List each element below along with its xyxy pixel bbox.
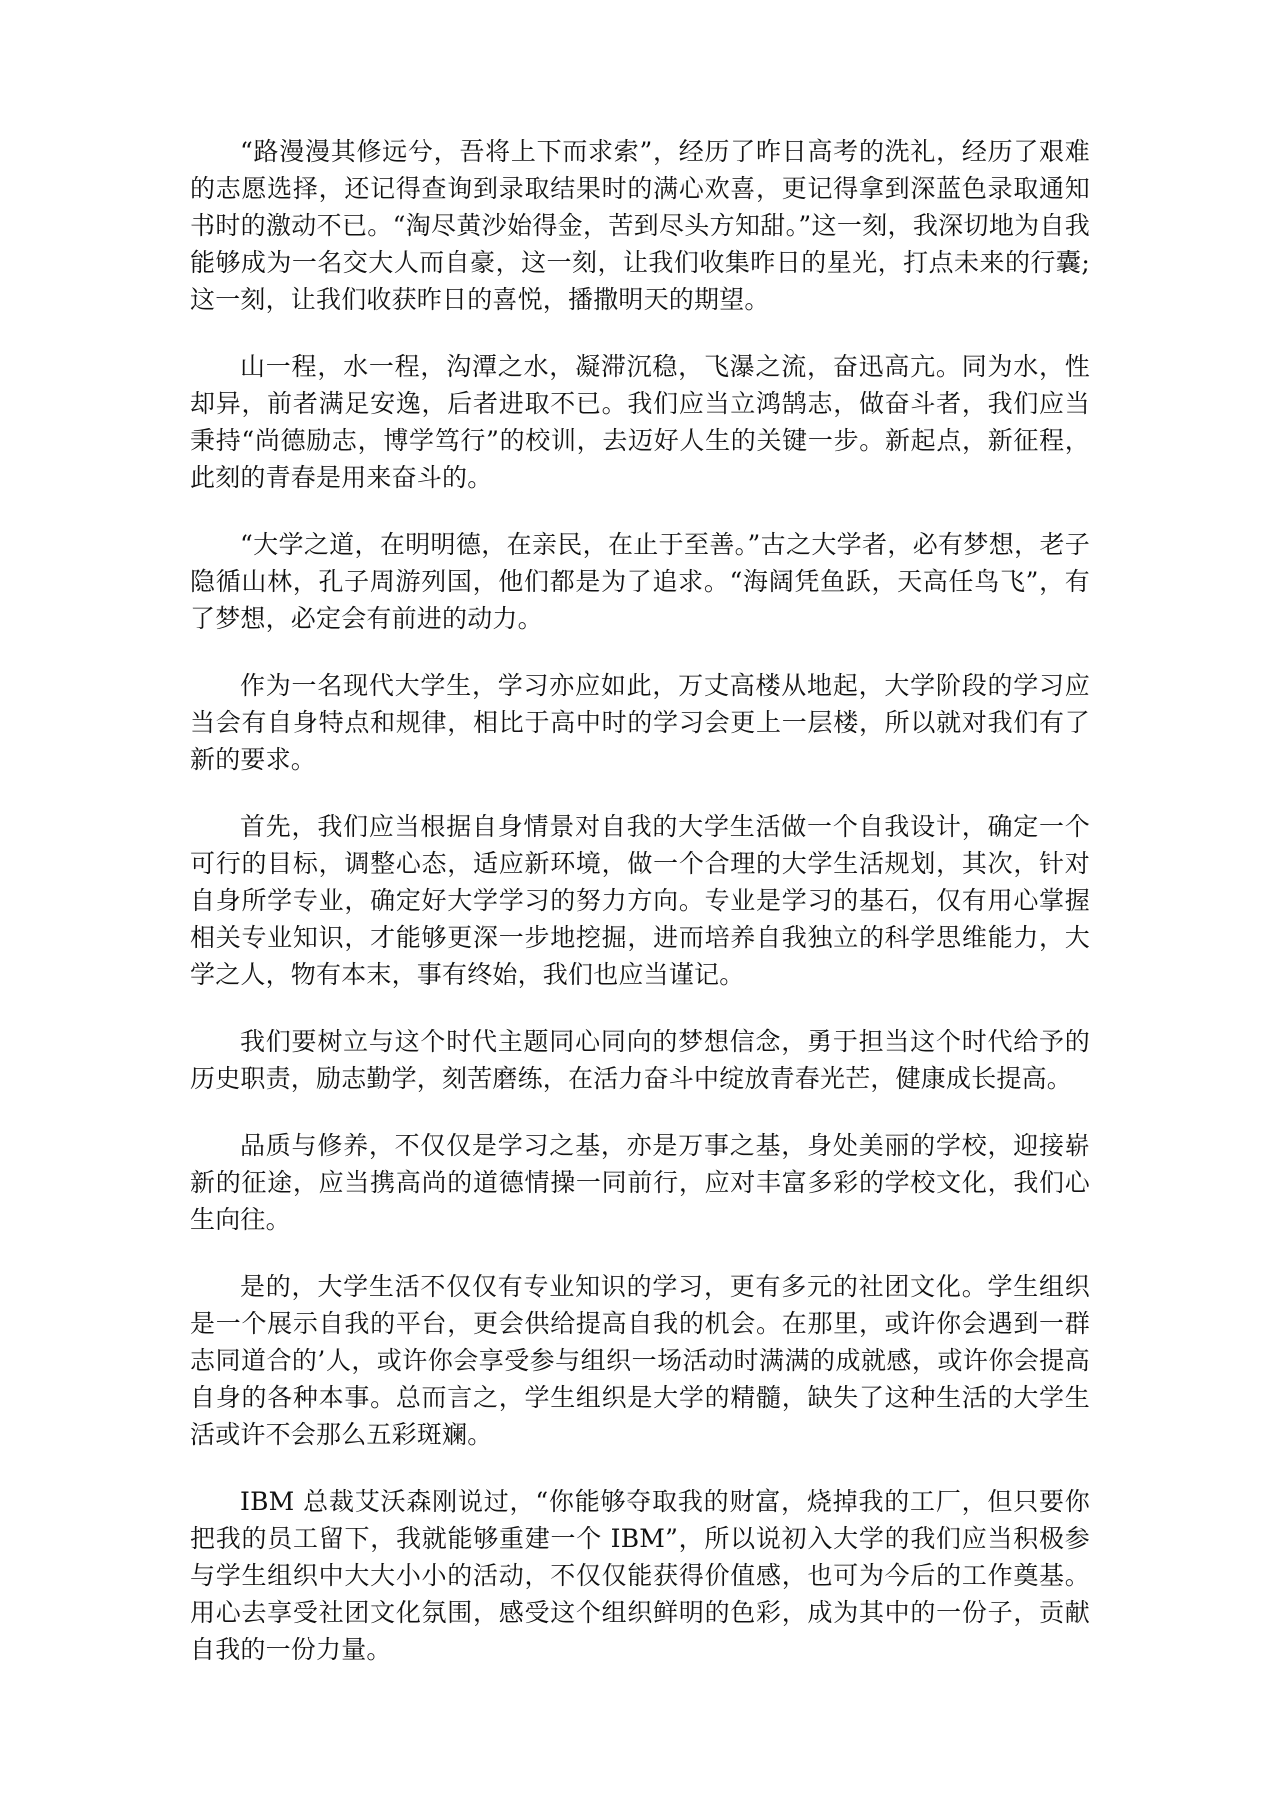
paragraph-6: 我们要树立与这个时代主题同心同向的梦想信念，勇于担当这个时代给予的历史职责，励志勤学，刻苦磨练，在活力奋斗中绽放青春光芒，健康成长提高。 (190, 1027, 1090, 1093)
paragraph-1: “路漫漫其修远兮，吾将上下而求索”，经历了昨日高考的洗礼，经历了艰难的志愿选择，还记得查询到录取结果时的满心欢喜，更记得拿到深蓝色录取通知书时的激动不已。“淘尽黄沙始得金，苦到尽头方知甜。”这一刻，我深切地为自我能够成为一名交大人而自豪，这一刻，让我们收集昨日的星光，打点未来的行囊;这一刻，让我们收获昨日的喜悦，播撒明天的期望。 (190, 137, 1090, 314)
paragraph-5: 首先，我们应当根据自身情景对自我的大学生活做一个自我设计，确定一个可行的目标，调整心态，适应新环境，做一个合理的大学生活规划，其次，针对自身所学专业，确定好大学学习的努力方向。专业是学习的基石，仅有用心掌握相关专业知识，才能够更深一步地挖掘，进而培养自我独立的科学思维能力，大学之人，物有本末，事有终始，我们也应当谨记。 (190, 812, 1090, 989)
paragraph-2: 山一程，水一程，沟潭之水，凝滞沉稳，飞瀑之流，奋迅高亢。同为水，性却异，前者满足安逸，后者进取不已。我们应当立鸿鹄志，做奋斗者，我们应当秉持“尚德励志，博学笃行”的校训，去迈好人生的关键一步。新起点，新征程，此刻的青春是用来奋斗的。 (190, 352, 1090, 492)
paragraph-4: 作为一名现代大学生，学习亦应如此，万丈高楼从地起，大学阶段的学习应当会有自身特点和规律，相比于高中时的学习会更上一层楼，所以就对我们有了新的要求。 (190, 671, 1090, 774)
paragraph-8: 是的，大学生活不仅仅有专业知识的学习，更有多元的社团文化。学生组织是一个展示自我的平台，更会供给提高自我的机会。在那里，或许你会遇到一群志同道合的’人，或许你会享受参与组织一场活动时满满的成就感，或许你会提高自身的各种本事。总而言之，学生组织是大学的精髓，缺失了这种生活的大学生活或许不会那么五彩斑斓。 (190, 1272, 1090, 1449)
paragraph-9: IBM 总裁艾沃森刚说过，“你能够夺取我的财富，烧掉我的工厂，但只要你把我的员工留下，我就能够重建一个 IBM”，所以说初入大学的我们应当积极参与学生组织中大大小小的活动，不仅仅能获得价值感，也可为今后的工作奠基。用心去享受社团文化氛围，感受这个组织鲜明的色彩，成为其中的一份子，贡献自我的一份力量。 (190, 1487, 1090, 1664)
paragraph-3: “大学之道，在明明德，在亲民，在止于至善。”古之大学者，必有梦想，老子隐循山林，孔子周游列国，他们都是为了追求。“海阔凭鱼跃，天高任鸟飞”，有了梦想，必定会有前进的动力。 (190, 530, 1090, 633)
paragraph-7: 品质与修养，不仅仅是学习之基，亦是万事之基，身处美丽的学校，迎接崭新的征途，应当携高尚的道德情操一同前行，应对丰富多彩的学校文化，我们心生向往。 (190, 1131, 1090, 1234)
document-body (190, 133, 1090, 1668)
